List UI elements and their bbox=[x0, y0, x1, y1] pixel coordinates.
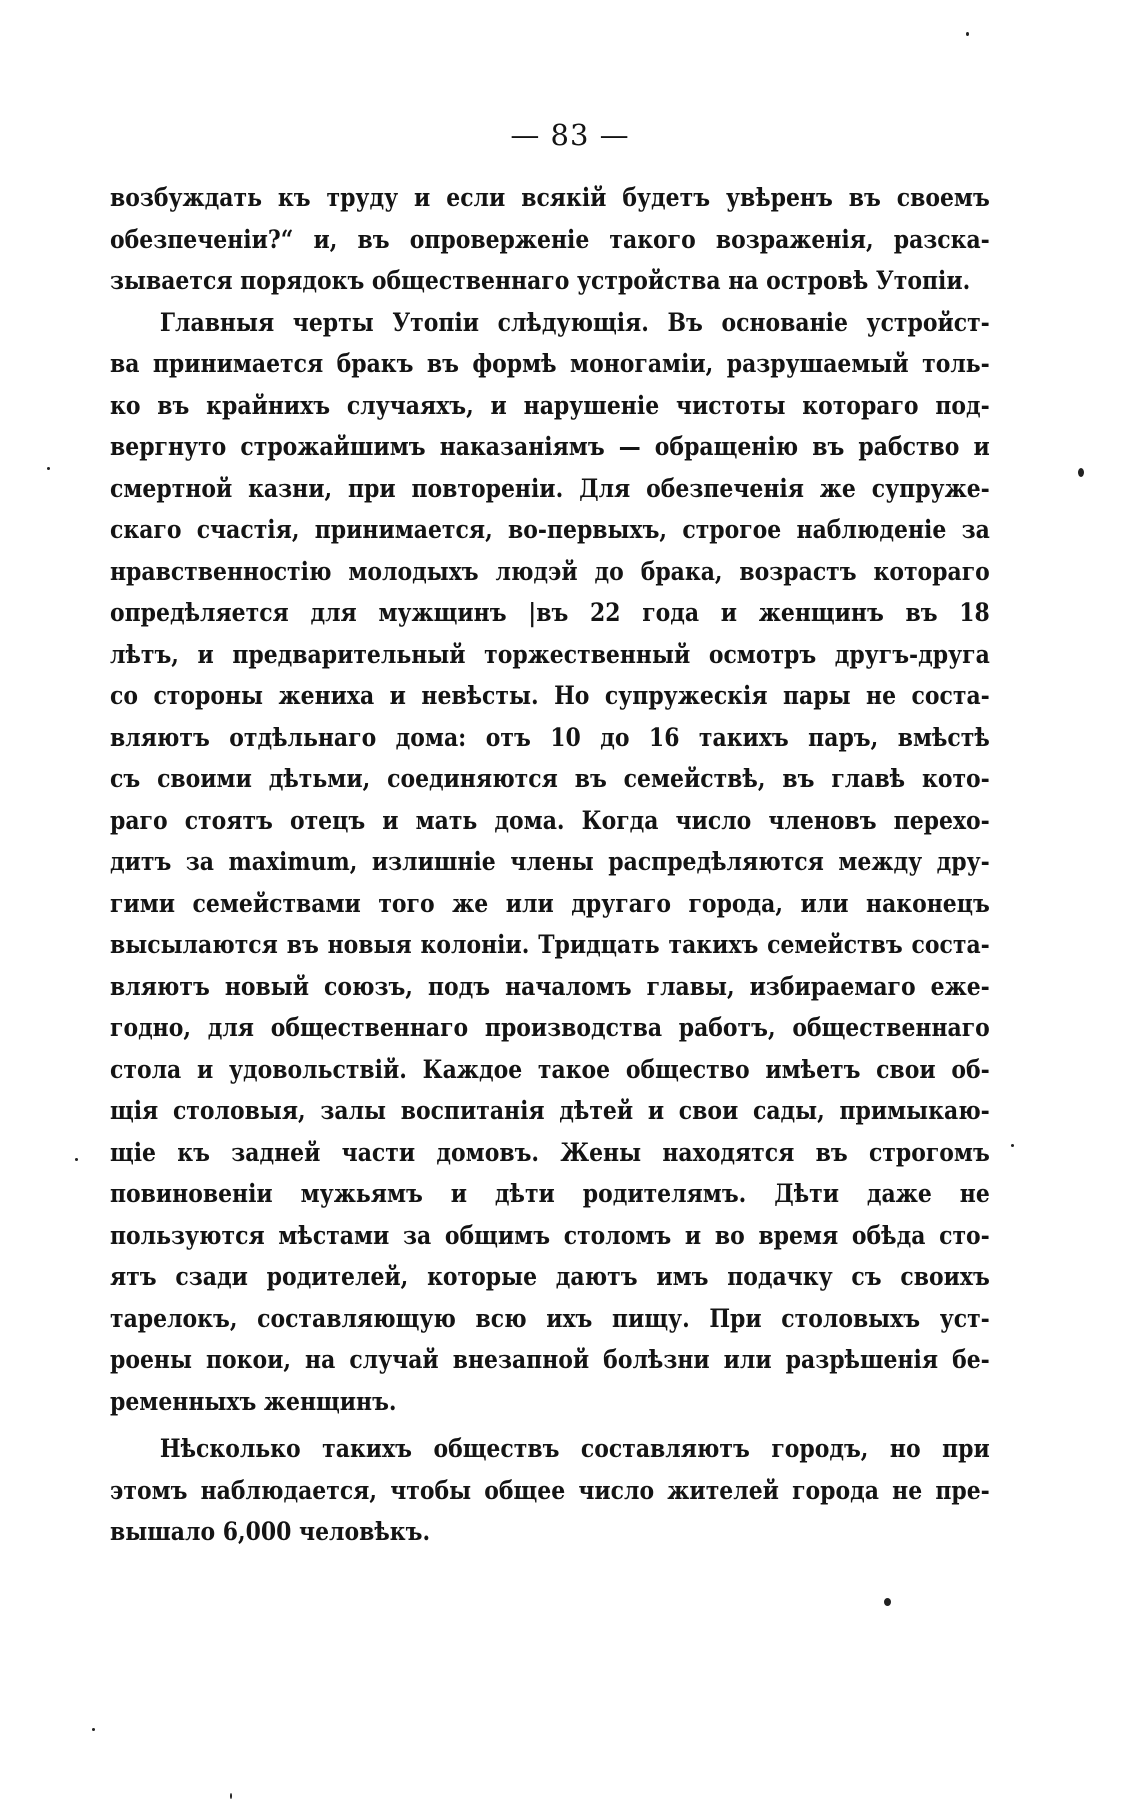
text-line: тарелокъ, составляющую всю ихъ пищу. При столовыхъ уст- bbox=[110, 1303, 990, 1334]
text-line: гими семействами того же или другаго города, или наконецъ bbox=[110, 888, 990, 919]
text-line: этомъ наблюдается, чтобы общее число жителей города не пре- bbox=[110, 1475, 990, 1506]
body-text bbox=[110, 178, 990, 1554]
scan-speck bbox=[1011, 1144, 1014, 1147]
text-line: нравственностію молодыхъ людэй до брака, возрастъ котораго bbox=[110, 556, 990, 587]
text-line: вляютъ новый союзъ, подъ началомъ главы, избираемаго еже- bbox=[110, 971, 990, 1002]
page-number: — 83 — bbox=[510, 118, 630, 152]
scan-speck bbox=[884, 1598, 891, 1606]
text-line: лѣтъ, и предварительный торжественный осмотръ другъ-друга bbox=[110, 639, 990, 670]
text-line: ко въ крайнихъ случаяхъ, и нарушеніе чистоты котораго под- bbox=[110, 390, 990, 421]
text-line: ременныхъ женщинъ. bbox=[110, 1386, 397, 1417]
text-line: опредѣляется для мужщинъ |въ 22 года и женщинъ въ 18 bbox=[110, 598, 990, 628]
text-line: щія столовыя, залы воспитанія дѣтей и свои сады, примыкаю- bbox=[110, 1096, 990, 1126]
text-line: стола и удовольствій. Каждое такое общество имѣетъ свои об- bbox=[110, 1054, 990, 1085]
text-line: пользуются мѣстами за общимъ столомъ и во время обѣда сто- bbox=[110, 1220, 990, 1251]
text-line: возбуждать къ труду и если всякій будетъ увѣренъ въ своемъ bbox=[110, 183, 990, 213]
text-line: смертной казни, при повтореніи. Для обезпеченія же супруже- bbox=[110, 473, 990, 504]
text-line: роены покои, на случай внезапной болѣзни или разрѣшенія бе- bbox=[110, 1345, 990, 1375]
scan-speck bbox=[1078, 468, 1084, 477]
text-line: дитъ за maximum, излишніе члены распредѣляются между дру- bbox=[110, 847, 990, 877]
scan-speck bbox=[966, 32, 969, 36]
scan-speck bbox=[230, 1793, 232, 1799]
text-line: вляютъ отдѣльнаго дома: отъ 10 до 16 такихъ паръ, вмѣстѣ bbox=[110, 722, 990, 753]
text-line: скаго счастія, принимается, во-первыхъ, строгое наблюденіе за bbox=[110, 515, 990, 545]
text-line: Главныя черты Утопіи слѣдующія. Въ основаніе устройст- bbox=[159, 307, 990, 338]
text-line: Нѣсколько такихъ обществъ составляютъ городъ, но при bbox=[159, 1434, 990, 1464]
text-line: съ своими дѣтьми, соединяются въ семействѣ, въ главѣ кото- bbox=[110, 764, 990, 794]
text-line: щіе къ задней части домовъ. Жены находятся въ строгомъ bbox=[110, 1137, 990, 1168]
scan-speck bbox=[75, 1158, 78, 1161]
text-line: обезпеченіи?“ и, въ опроверженіе такого возраженія, разска- bbox=[110, 224, 990, 255]
text-line: высылаются въ новыя колоніи. Тридцать такихъ семействъ соста- bbox=[110, 930, 990, 960]
text-line: повиновеніи мужьямъ и дѣти родителямъ. Дѣти даже не bbox=[110, 1179, 990, 1209]
text-line: вергнуто строжайшимъ наказаніямъ — обращенію въ рабство и bbox=[110, 432, 990, 462]
text-line: зывается порядокъ общественнаго устройства на островѣ Утопіи. bbox=[110, 266, 971, 296]
scan-speck bbox=[92, 1728, 95, 1731]
text-line: ятъ сзади родителей, которые даютъ имъ подачку съ своихъ bbox=[110, 1262, 990, 1292]
text-line: ва принимается бракъ въ формѣ моногаміи, разрушаемый толь- bbox=[110, 349, 990, 379]
text-line: годно, для общественнаго производства работъ, общественнаго bbox=[110, 1013, 990, 1043]
text-line: вышало 6,000 человѣкъ. bbox=[110, 1517, 431, 1547]
text-line: со стороны жениха и невѣсты. Но супружескія пары не соста- bbox=[110, 681, 990, 711]
text-line: раго стоятъ отецъ и мать дома. Когда число членовъ перехо- bbox=[110, 805, 990, 836]
scan-speck bbox=[47, 467, 50, 470]
